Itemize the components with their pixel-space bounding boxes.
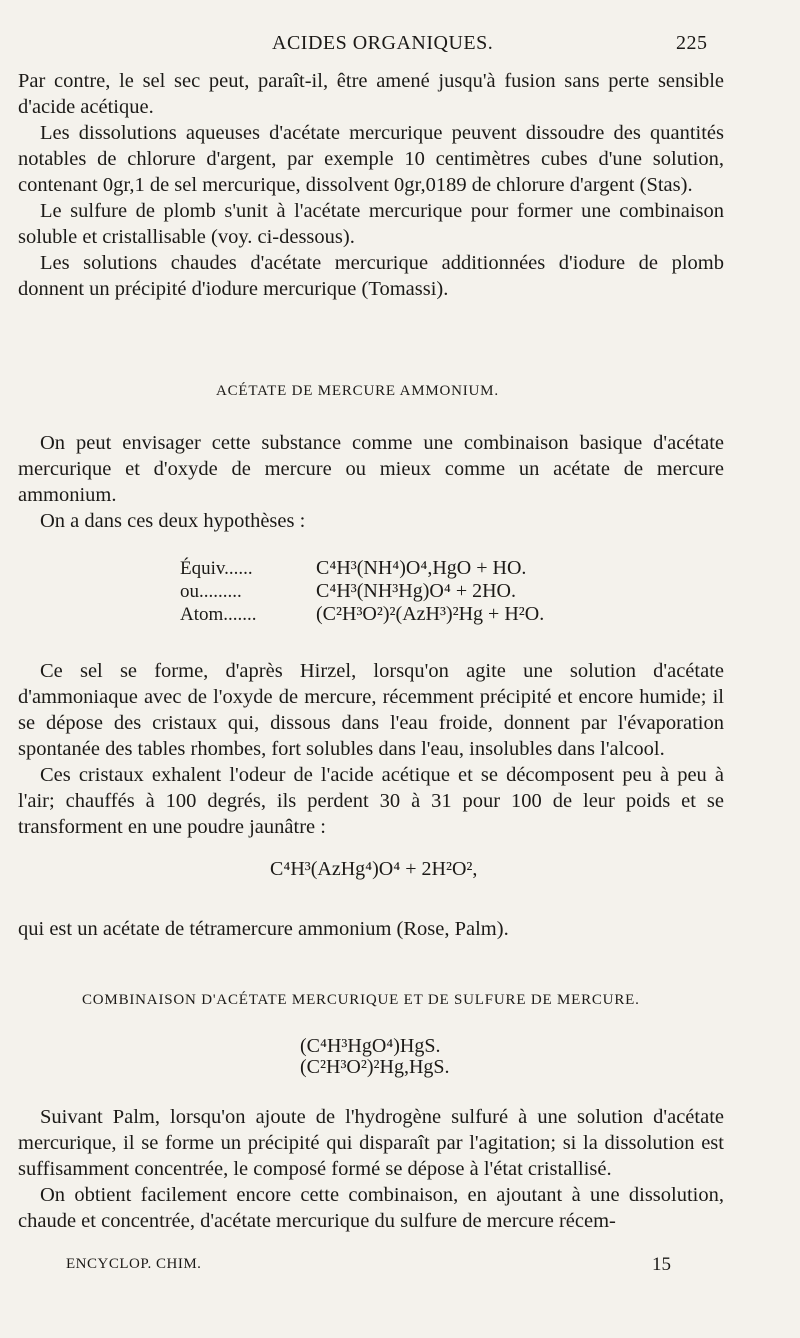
section-paragraphs-2 <box>18 658 724 840</box>
paragraph: On obtient facilement encore cette combinaison, en ajoutant à une dissolution, chaude et concentrée, d'acétate mercurique du sulfure de mercure récem- <box>18 1184 724 1232</box>
paragraph: Les solutions chaudes d'acétate mercurique additionnées d'iodure de plomb donnent un précipité d'iodure mercurique (Tomassi). <box>18 252 724 300</box>
running-header-title: ACIDES ORGANIQUES. <box>272 32 494 54</box>
section2-paragraphs <box>18 1104 724 1234</box>
paragraph: Par contre, le sel sec peut, paraît-il, être amené jusqu'à fusion sans perte sensible d'acide acétique. <box>18 70 724 118</box>
formula: C⁴H³(NH⁴)O⁴,HgO + HO. <box>316 557 527 579</box>
opening-paragraphs <box>18 68 724 302</box>
formula: (C²H³O²)²(AzH³)²Hg + H²O. <box>316 603 545 625</box>
formula: (C⁴H³HgO⁴)HgS. <box>300 1035 441 1057</box>
formula-label: Équiv...... <box>180 558 253 579</box>
formula-label: ou......... <box>180 581 242 602</box>
sheet-number: 15 <box>652 1254 671 1275</box>
formula: (C²H³O²)²Hg,HgS. <box>300 1056 450 1078</box>
page-number: 225 <box>676 32 708 54</box>
paragraph: On peut envisager cette substance comme une combinaison basique d'acétate mercurique et d'oxyde de mercure ou mieux comme un acétate de mercure ammonium. <box>18 432 724 506</box>
signature-mark: ENCYCLOP. CHIM. <box>66 1256 202 1272</box>
formula: C⁴H³(AzHg⁴)O⁴ + 2H²O², <box>270 858 478 880</box>
paragraph: qui est un acétate de tétramercure ammonium (Rose, Palm). <box>18 918 509 940</box>
formula: C⁴H³(NH³Hg)O⁴ + 2HO. <box>316 580 516 602</box>
paragraph: Suivant Palm, lorsqu'on ajoute de l'hydrogène sulfuré à une solution d'acétate mercurique, il se forme un précipité qui disparaît par l'agitation; si la dissolution est suffisamment concentrée, le composé formé se dépose à l'état cristallisé. <box>18 1106 724 1180</box>
section-paragraphs <box>18 430 724 534</box>
section-heading: COMBINAISON D'ACÉTATE MERCURIQUE ET DE SULFURE DE MERCURE. <box>82 992 640 1008</box>
paragraph: Ces cristaux exhalent l'odeur de l'acide acétique et se décomposent peu à peu à l'air; chauffés à 100 degrés, ils perdent 30 à 31 pour 100 de leur poids et se transforment en une poudre jaunâtre : <box>18 764 724 838</box>
section-paragraph-3 <box>18 916 724 942</box>
section-heading: ACÉTATE DE MERCURE AMMONIUM. <box>216 383 499 399</box>
formula-label: Atom....... <box>180 604 257 625</box>
paragraph: Ce sel se forme, d'après Hirzel, lorsqu'on agite une solution d'acétate d'ammoniaque avec de l'oxyde de mercure, récemment précipité et encore humide; il se dépose des cristaux qui, dissous dans l'eau froide, donnent par l'évaporation spontanée des tables rhombes, fort solubles dans l'eau, insolubles dans l'alcool. <box>18 660 724 760</box>
paragraph: On a dans ces deux hypothèses : <box>40 510 306 532</box>
paragraph: Les dissolutions aqueuses d'acétate mercurique peuvent dissoudre des quantités notables de chlorure d'argent, par exemple 10 centimètres cubes d'une solution, contenant 0gr,1 de sel mercurique, dissolvent 0gr,0189 de chlorure d'argent (Stas). <box>18 122 724 196</box>
paragraph: Le sulfure de plomb s'unit à l'acétate mercurique pour former une combinaison soluble et cristallisable (voy. ci-dessous). <box>18 200 724 248</box>
